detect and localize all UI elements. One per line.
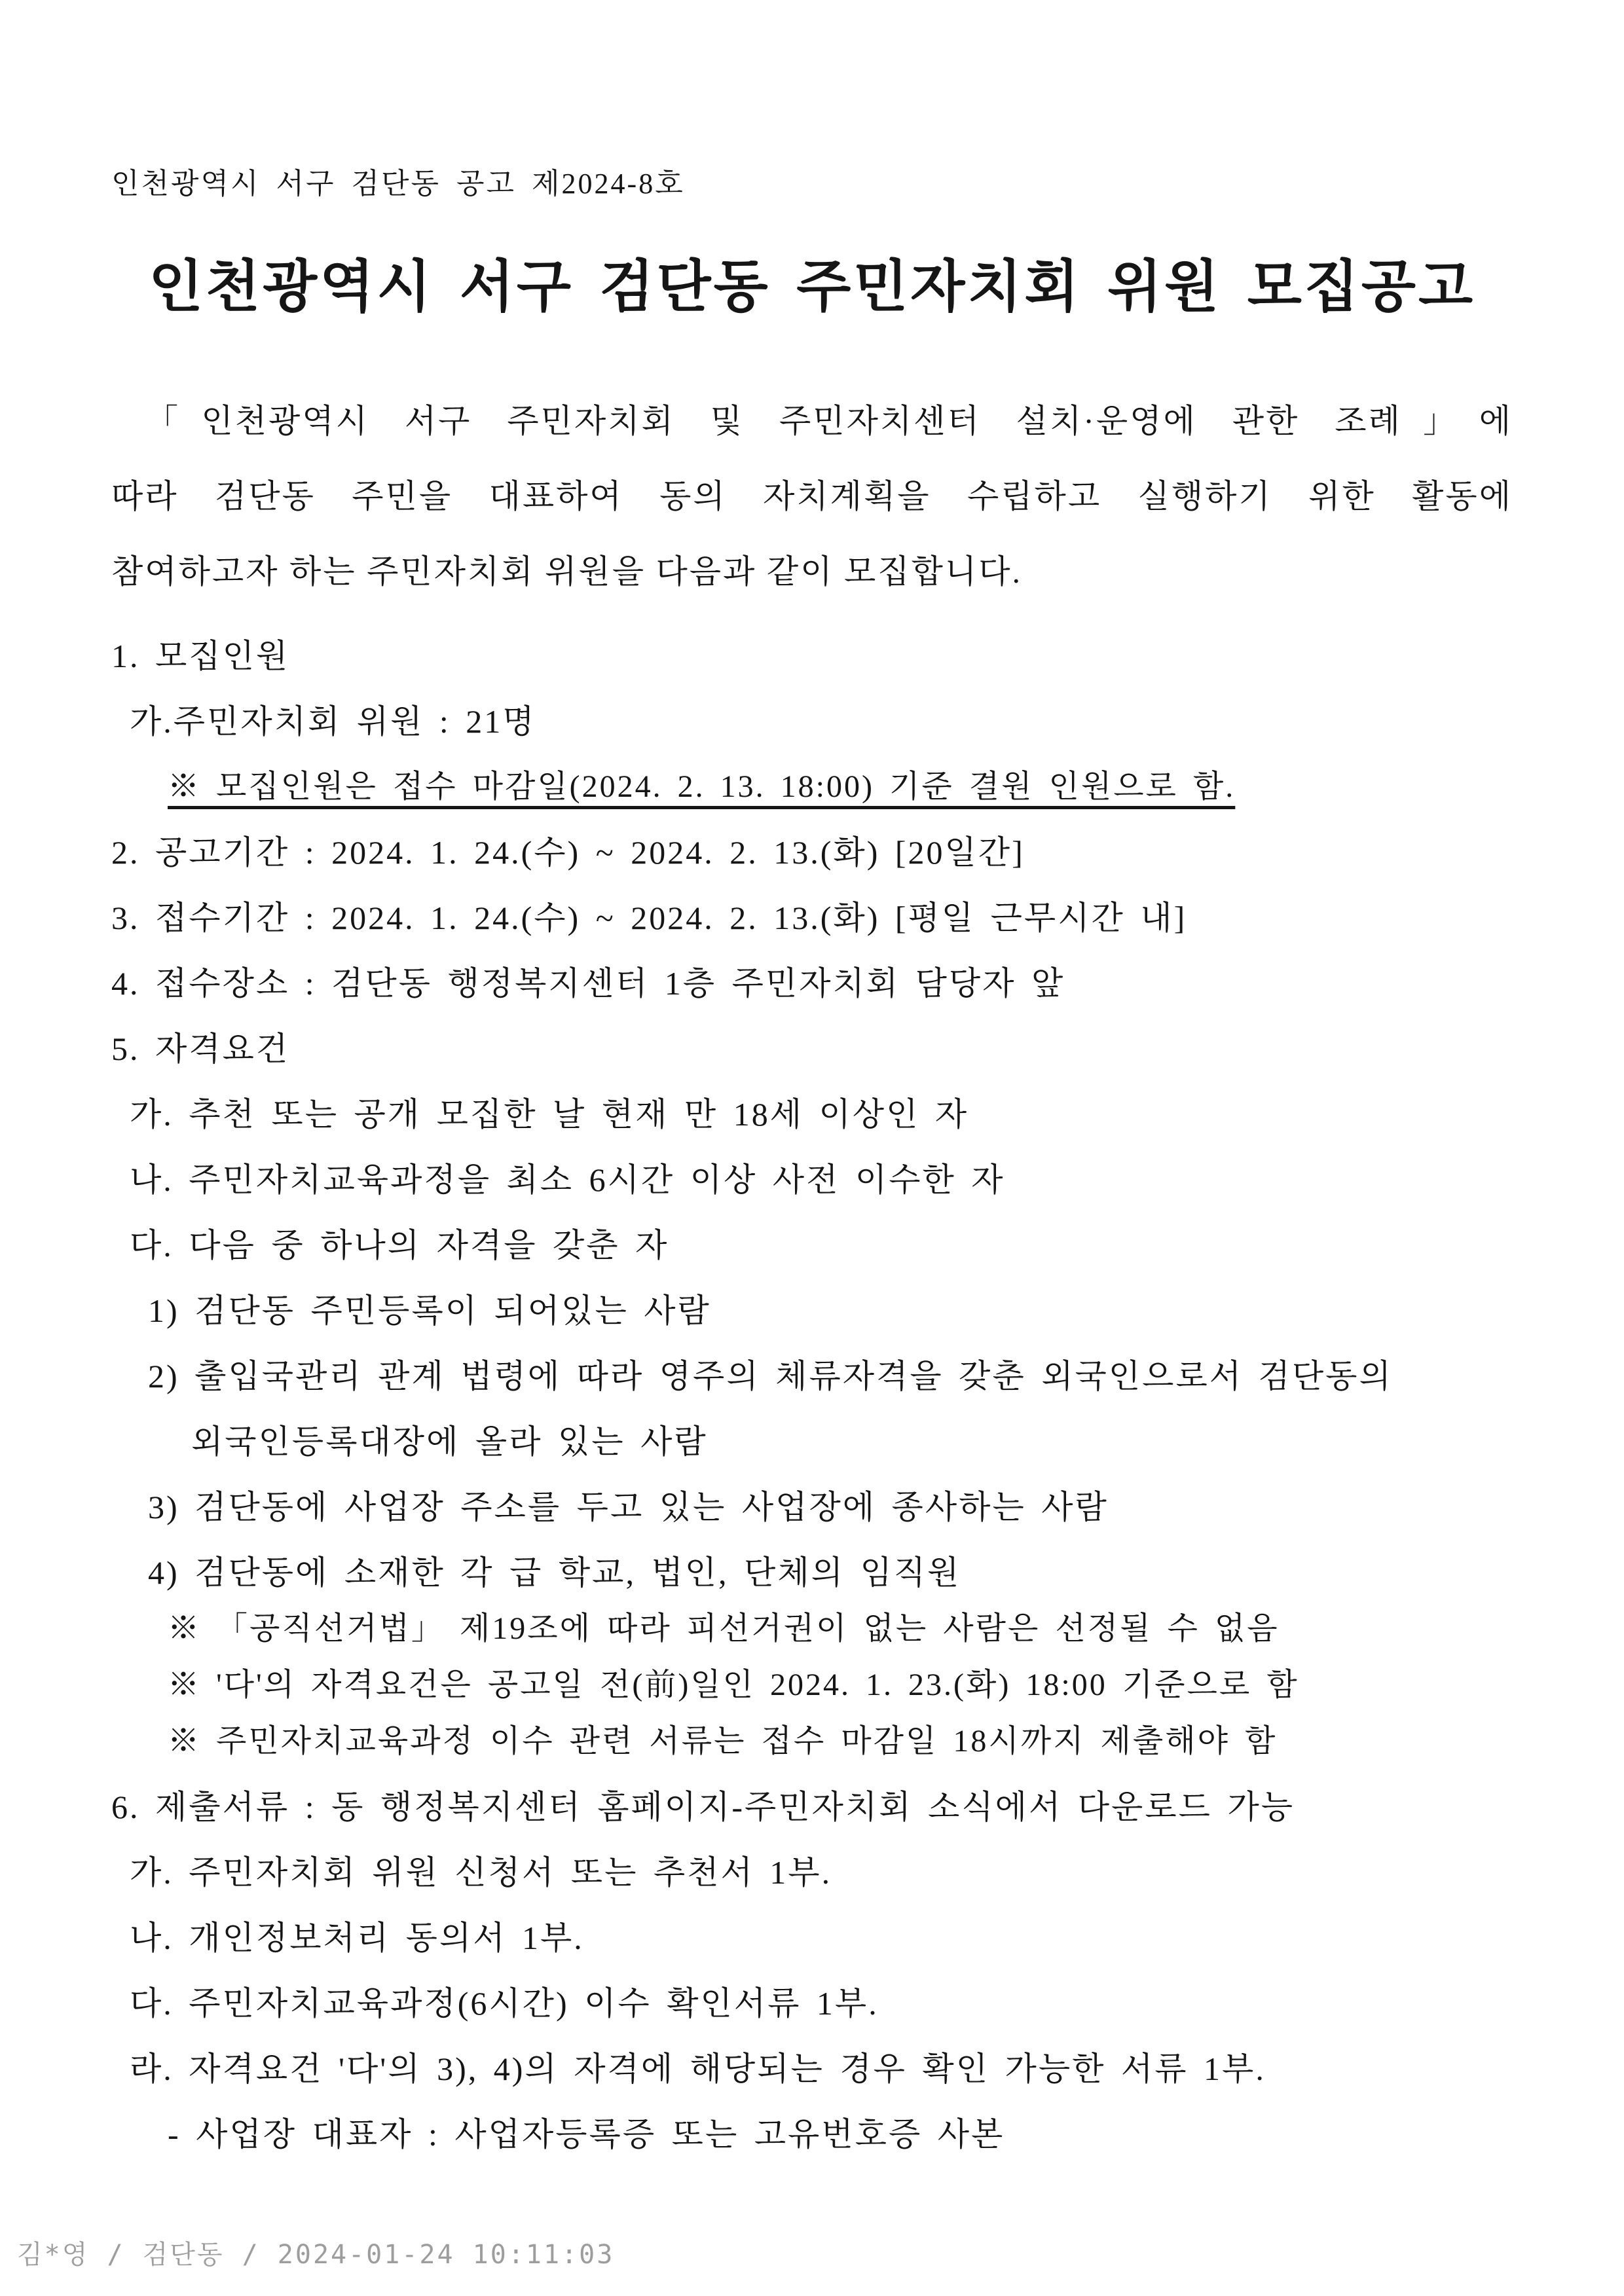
body-line-5-da: 다. 다음 중 하나의 자격을 갖춘 자 (130, 1227, 669, 1264)
body-line-5-da-2: 2) 출입국관리 관계 법령에 따라 영주의 체류자격을 갖춘 외국인으로서 검단동의 (148, 1358, 1393, 1394)
intro-paragraph (111, 384, 1513, 610)
body-line-section-6: 6. 제출서류 : 동 행정복지센터 홈페이지-주민자치회 소식에서 다운로드 가능 (111, 1789, 1295, 1825)
intro-line: 따라 검단동 주민을 대표하여 동의 자치계획을 수립하고 실행하기 위한 활동에 (111, 478, 1513, 515)
body-line-5-ga: 가. 추천 또는 공개 모집한 날 현재 만 18세 이상인 자 (130, 1096, 969, 1133)
intro-line: 「인천광역시 서구 주민자치회 및 주민자치센터 설치·운영에 관한 조례」에 (145, 403, 1513, 439)
body-line-6-na: 나. 개인정보처리 동의서 1부. (130, 1920, 584, 1956)
body-line-5-note-1: ※ 「공직선거법」 제19조에 따라 피선거권이 없는 사람은 선정될 수 없음 (168, 1611, 1280, 1646)
intro-line: 참여하고자 하는 주민자치회 위원을 다음과 같이 모집합니다. (111, 553, 1022, 590)
body-line-6-ga: 가. 주민자치회 위원 신청서 또는 추천서 1부. (130, 1854, 832, 1891)
body-line-section-4: 4. 접수장소 : 검단동 행정복지센터 1층 주민자치회 담당자 앞 (111, 965, 1065, 1002)
body-line-section-3: 3. 접수기간 : 2024. 1. 24.(수) ~ 2024. 2. 13.(화) [평일 근무시간 내] (111, 900, 1187, 936)
body-line-section-1: 1. 모집인원 (111, 638, 290, 674)
body-line-6-ra-dash: - 사업장 대표자 : 사업자등록증 또는 고유번호증 사본 (168, 2116, 1005, 2153)
body-line-5-da-4: 4) 검단동에 소재한 각 급 학교, 법인, 단체의 임직원 (148, 1554, 961, 1591)
body-line-section-2: 2. 공고기간 : 2024. 1. 24.(수) ~ 2024. 2. 13.(화) [20일간] (111, 834, 1025, 871)
doc-number: 인천광역시 서구 검단동 공고 제2024-8호 (111, 168, 685, 200)
page-title: 인천광역시 서구 검단동 주민자치회 위원 모집공고 (148, 255, 1476, 318)
body-line-5-da-1: 1) 검단동 주민등록이 되어있는 사람 (148, 1292, 711, 1329)
body-line-1-ga: 가.주민자치회 위원 : 21명 (130, 703, 536, 740)
body-line-5-da-3: 3) 검단동에 사업장 주소를 두고 있는 사업장에 종사하는 사람 (148, 1489, 1109, 1525)
print-stamp: 김*영 / 검단동 / 2024-01-24 10:11:03 (17, 2240, 615, 2270)
body-line-1-note-underline: ※ 모집인원은 접수 마감일(2024. 2. 13. 18:00) 기준 결원 인원으로 함. (168, 769, 1236, 804)
body-line-5-note-3: ※ 주민자치교육과정 이수 관련 서류는 접수 마감일 18시까지 제출해야 함 (168, 1724, 1278, 1758)
body-line-5-da-2-cont: 외국인등록대장에 올라 있는 사람 (191, 1423, 708, 1460)
body-line-5-na: 나. 주민자치교육과정을 최소 6시간 이상 사전 이수한 자 (130, 1161, 1005, 1198)
body-line-section-5: 5. 자격요건 (111, 1030, 290, 1067)
body-line-6-da: 다. 주민자치교육과정(6시간) 이수 확인서류 1부. (130, 1985, 879, 2022)
body-line-6-ra: 라. 자격요건 '다'의 3), 4)의 자격에 해당되는 경우 확인 가능한 서류 1부. (130, 2050, 1266, 2087)
body-list (111, 637, 1513, 2153)
body-line-5-note-2: ※ '다'의 자격요건은 공고일 전(前)일인 2024. 1. 23.(화) 18:00 기준으로 함 (168, 1667, 1299, 1702)
